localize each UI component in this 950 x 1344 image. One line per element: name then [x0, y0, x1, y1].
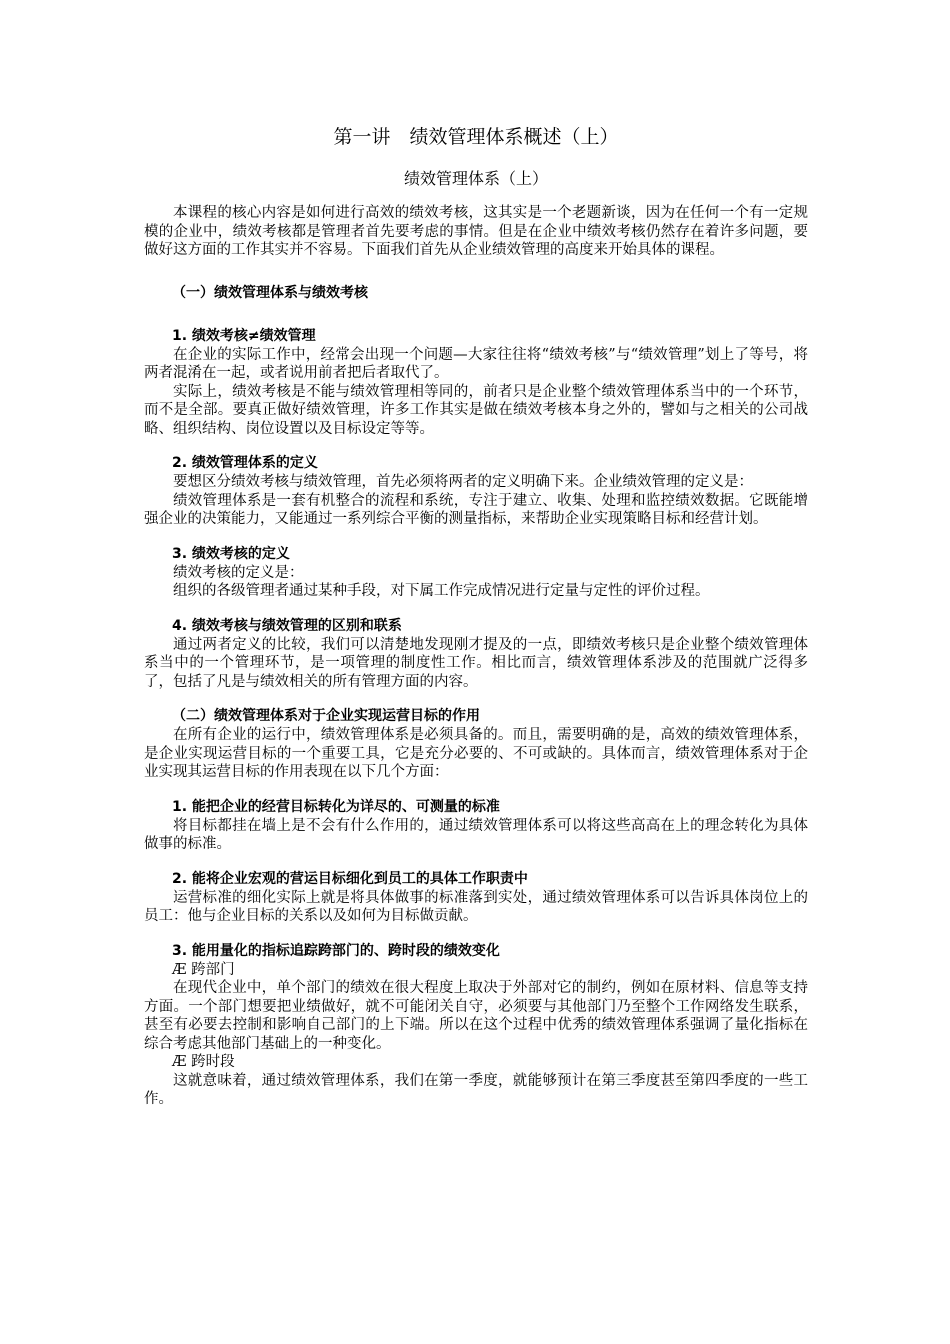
paragraph: 这就意味着，通过绩效管理体系，我们在第一季度，就能够预计在第三季度甚至第四季度的一些工作。	[144, 1072, 808, 1107]
paragraph: 绩效管理体系是一套有机整合的流程和系统，专注于建立、收集、处理和监控绩效数据。它既能增强企业的决策能力，又能通过一系列综合平衡的测量指标，来帮助企业实现策略目标和经营计划。	[144, 492, 808, 527]
subsection-heading-2-1: 1. 能把企业的经营目标转化为详尽的、可测量的标准	[172, 798, 500, 815]
bullet-item: Æ 跨时段	[172, 1054, 235, 1070]
intro-paragraph: 本课程的核心内容是如何进行高效的绩效考核，这其实是一个老题新谈，因为在任何一个有一定规模的企业中，绩效考核都是管理者首先要考虑的事情。但是在企业中绩效考核仍然存在着许多问题，要做好这方面的工作其实并不容易。下面我们首先从企业绩效管理的高度来开始具体的课程。	[144, 205, 808, 258]
subsection-heading-1-1: 1. 绩效考核≠绩效管理	[172, 327, 316, 344]
paragraph: 要想区分绩效考核与绩效管理，首先必须将两者的定义明确下来。企业绩效管理的定义是：	[173, 474, 753, 490]
subsection-heading-2-2: 2. 能将企业宏观的营运目标细化到员工的具体工作职责中	[172, 870, 528, 887]
section-heading-1: （一）绩效管理体系与绩效考核	[172, 284, 368, 301]
section-heading-2: （二）绩效管理体系对于企业实现运营目标的作用	[172, 708, 480, 724]
paragraph: 运营标准的细化实际上就是将具体做事的标准落到实处，通过绩效管理体系可以告诉具体岗位上的员工：他与企业目标的关系以及如何为目标做贡献。	[144, 889, 808, 924]
page-subtitle: 绩效管理体系（上）	[403, 169, 548, 188]
paragraph: 将目标都挂在墙上是不会有什么作用的，通过绩效管理体系可以将这些高高在上的理念转化为具体做事的标准。	[144, 817, 808, 852]
paragraph: 在所有企业的运行中，绩效管理体系是必须具备的。而且，需要明确的是，高效的绩效管理体系，是企业实现运营目标的一个重要工具，它是充分必要的、不可或缺的。具体而言，绩效管理体系对于企业实现其运营目标的作用表现在以下几个方面：	[144, 727, 808, 780]
paragraph: 实际上，绩效考核是不能与绩效管理相等同的，前者只是企业整个绩效管理体系当中的一个环节，而不是全部。要真正做好绩效管理，许多工作其实是做在绩效考核本身之外的，譬如与之相关的公司战略、组织结构、岗位设置以及目标设定等等。	[144, 383, 808, 437]
paragraph: 在企业的实际工作中，经常会出现一个问题—大家往往将“绩效考核”与“绩效管理”划上了等号，将两者混淆在一起，或者说用前者把后者取代了。	[144, 346, 808, 381]
paragraph: 组织的各级管理者通过某种手段，对下属工作完成情况进行定量与定性的评价过程。	[173, 583, 710, 599]
paragraph: 绩效考核的定义是：	[173, 564, 304, 581]
page-title: 第一讲 绩效管理体系概述（上）	[333, 126, 619, 148]
subsection-heading-1-2: 2. 绩效管理体系的定义	[172, 455, 318, 471]
bullet-item: Æ 跨部门	[172, 961, 235, 978]
paragraph: 通过两者定义的比较，我们可以清楚地发现刚才提及的一点，即绩效考核只是企业整个绩效管理体系当中的一个管理环节，是一项管理的制度性工作。相比而言，绩效管理体系涉及的范围就广泛得多了，包括了凡是与绩效相关的所有管理方面的内容。	[144, 636, 808, 690]
paragraph: 在现代企业中，单个部门的绩效在很大程度上取决于外部对它的制约，例如在原材料、信息等支持方面。一个部门想要把业绩做好，就不可能闭关自守，必须要与其他部门乃至整个工作网络发生联系，甚至有必要去控制和影响自己部门的上下端。所以在这个过程中优秀的绩效管理体系强调了量化指标在综合考虑其他部门基础上的一种变化。	[144, 980, 808, 1052]
document-body	[144, 124, 808, 1109]
subsection-heading-1-3: 3. 绩效考核的定义	[172, 545, 290, 562]
subsection-heading-1-4: 4. 绩效考核与绩效管理的区别和联系	[172, 617, 402, 634]
subsection-heading-2-3: 3. 能用量化的指标追踪跨部门的、跨时段的绩效变化	[172, 942, 500, 959]
